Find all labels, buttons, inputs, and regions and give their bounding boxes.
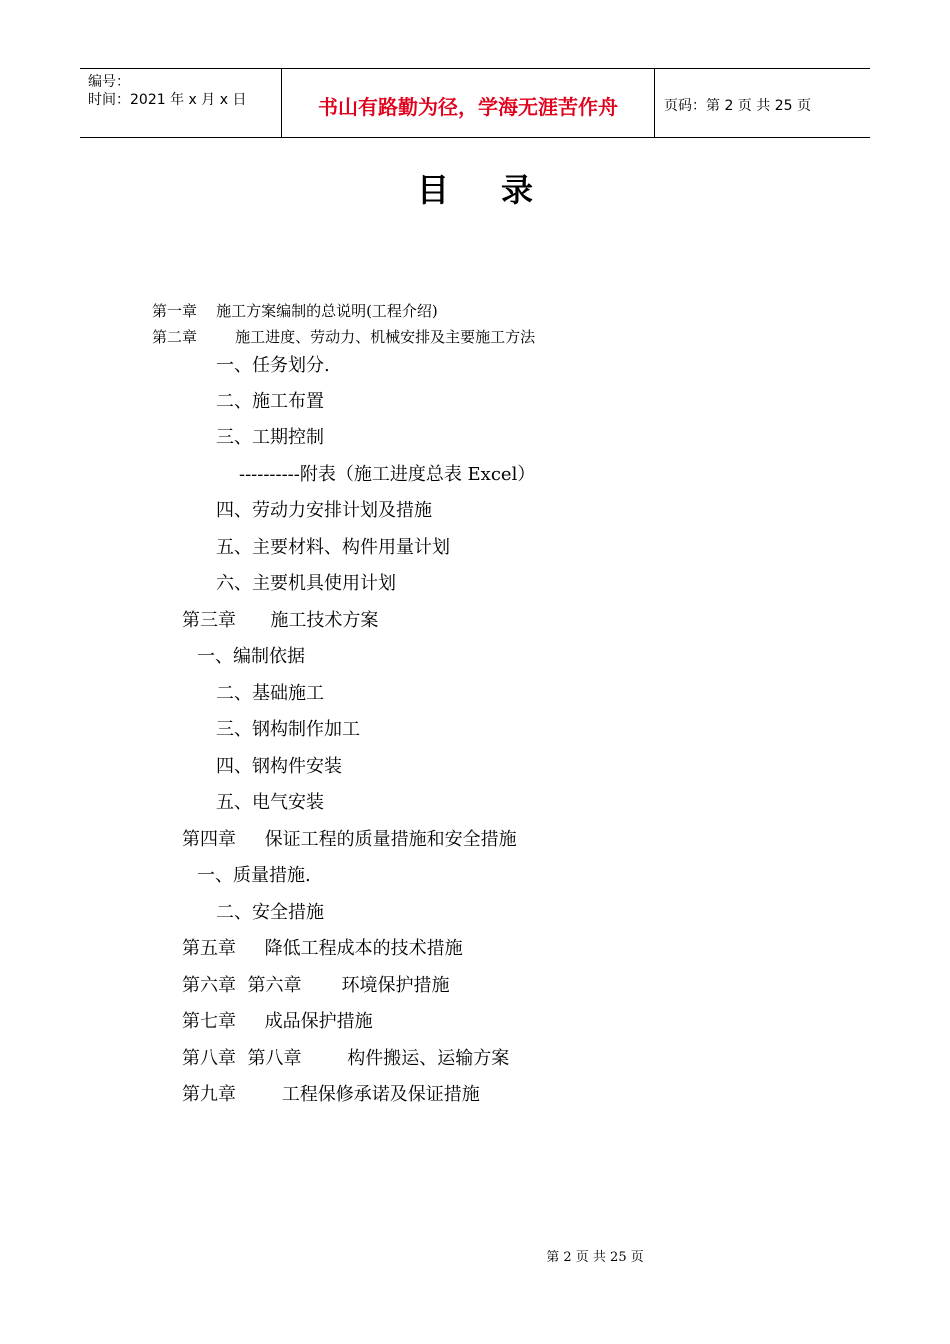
- number-label: 编号：: [88, 74, 130, 90]
- toc-item: 二、基础施工: [216, 683, 324, 704]
- toc-item: 第八章 第八章 构件搬运、运输方案: [182, 1048, 510, 1069]
- toc-item: 第一章 施工方案编制的总说明(工程介绍): [152, 302, 438, 320]
- document-title: 目录: [416, 171, 585, 209]
- header-slogan: 书山有路勤为径，学海无涯苦作舟: [282, 69, 655, 137]
- toc-item: 一、任务划分.: [216, 355, 330, 376]
- toc-item: 五、电气安装: [216, 792, 324, 813]
- page-header: [80, 68, 870, 138]
- toc-item: 第二章 施工进度、劳动力、机械安排及主要施工方法: [152, 328, 536, 346]
- time-label: 时间：2021 年 x 月 x 日: [88, 92, 247, 108]
- toc-item: 第七章 成品保护措施: [182, 1011, 373, 1032]
- toc-item: 一、编制依据: [197, 646, 305, 667]
- toc-item: 一、质量措施.: [197, 865, 311, 886]
- toc-item: 第五章 降低工程成本的技术措施: [182, 938, 463, 959]
- toc-item: ----------附表（施工进度总表 Excel）: [239, 464, 536, 485]
- header-meta: [80, 69, 282, 137]
- toc-item: 第三章 施工技术方案: [182, 610, 379, 631]
- toc-item: 五、主要材料、构件用量计划: [216, 537, 450, 558]
- toc-item: 第四章 保证工程的质量措施和安全措施: [182, 829, 517, 850]
- toc-item: 四、劳动力安排计划及措施: [216, 500, 432, 521]
- toc-item: 第九章 工程保修承诺及保证措施: [182, 1084, 480, 1105]
- toc-item: 二、施工布置: [216, 391, 324, 412]
- page-footer: 第 2 页 共 25 页: [546, 1250, 644, 1265]
- toc-item: 四、钢构件安装: [216, 756, 342, 777]
- toc-item: 二、安全措施: [216, 902, 324, 923]
- toc-item: 六、主要机具使用计划: [216, 573, 396, 594]
- toc-item: 三、工期控制: [216, 427, 324, 448]
- toc-item: 三、钢构制作加工: [216, 719, 360, 740]
- header-page-info: 页码：第 2 页 共 25 页: [664, 98, 811, 114]
- toc-item: 第六章 第六章 环境保护措施: [182, 975, 450, 996]
